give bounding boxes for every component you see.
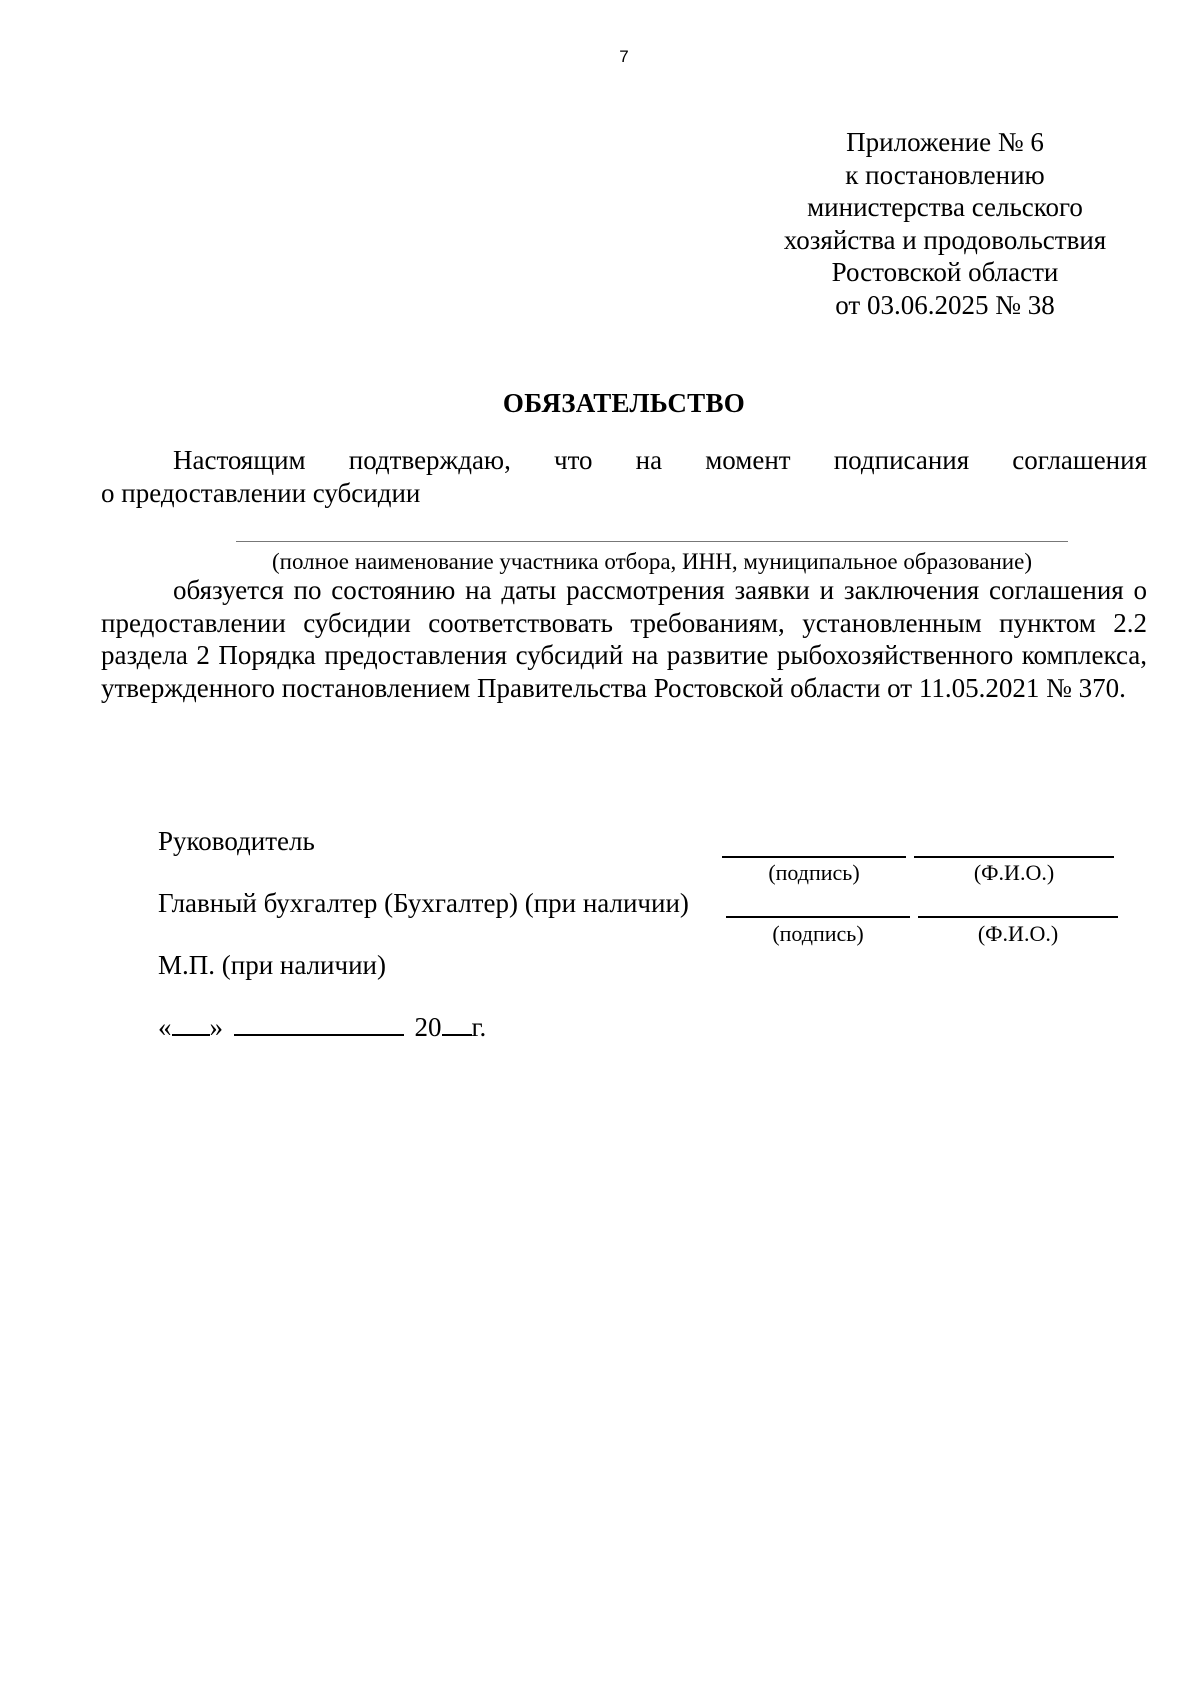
appendix-header — [735, 126, 1155, 321]
appendix-line: Приложение № 6 — [846, 127, 1044, 157]
intro-word: на — [635, 445, 663, 475]
obligation-paragraph — [101, 574, 1147, 704]
participant-name-field[interactable] — [236, 541, 1068, 542]
date-line — [158, 1012, 486, 1043]
head-name-field[interactable] — [914, 856, 1114, 858]
page-number: 7 — [619, 47, 629, 66]
head-signature-caption: (подпись) — [768, 860, 860, 885]
date-month-field[interactable] — [234, 1012, 404, 1036]
appendix-line: хозяйства и продовольствия — [783, 224, 1107, 255]
intro-word: что — [553, 445, 593, 475]
head-label: Руководитель — [158, 826, 315, 856]
date-year-prefix: 20 — [414, 1012, 442, 1042]
accountant-signature-field[interactable] — [726, 916, 910, 918]
document-title: ОБЯЗАТЕЛЬСТВО — [502, 388, 746, 418]
intro-word: подписания — [833, 445, 970, 475]
appendix-line: Ростовской области — [831, 257, 1059, 287]
accountant-name-caption: (Ф.И.О.) — [977, 921, 1059, 946]
appendix-line: от 03.06.2025 № 38 — [835, 289, 1055, 320]
intro-line-2: о предоставлении субсидии — [101, 477, 421, 508]
date-close-quote: » — [209, 1012, 223, 1042]
date-year-field[interactable] — [442, 1012, 472, 1036]
date-open-quote: « — [158, 1012, 172, 1042]
intro-word: момент — [705, 445, 791, 475]
intro-word: Настоящим — [173, 445, 306, 475]
stamp-label: М.П. (при наличии) — [158, 950, 386, 980]
head-signature-field[interactable] — [722, 856, 906, 858]
obligation-text: обязуется по состоянию на даты рассмотрения заявки и заключения соглашения о предоставлении субсидии соответствовать требованиям, установленным пунктом 2.2 раздела 2 Порядка предоставления субсидий на развитие рыбохозяйственного комплекса, утвержденного постановлением Правительства Ростовской области от 11.05.2021 № 370. — [101, 575, 1147, 703]
accountant-signature-caption: (подпись) — [772, 921, 864, 946]
date-day-field[interactable] — [172, 1012, 210, 1036]
head-name-caption: (Ф.И.О.) — [973, 860, 1055, 885]
appendix-line: министерства сельского — [807, 192, 1083, 222]
date-year-suffix: г. — [471, 1012, 487, 1042]
accountant-label: Главный бухгалтер (Бухгалтер) (при наличии) — [158, 888, 689, 918]
participant-name-caption: (полное наименование участника отбора, ИНН, муниципальное образование) — [272, 549, 1032, 574]
appendix-line: к постановлению — [845, 159, 1045, 190]
intro-line-1 — [101, 444, 1147, 477]
intro-word: подтверждаю, — [348, 445, 511, 475]
intro-word: соглашения — [1012, 445, 1148, 475]
intro-paragraph — [101, 444, 1147, 509]
accountant-name-field[interactable] — [918, 916, 1118, 918]
